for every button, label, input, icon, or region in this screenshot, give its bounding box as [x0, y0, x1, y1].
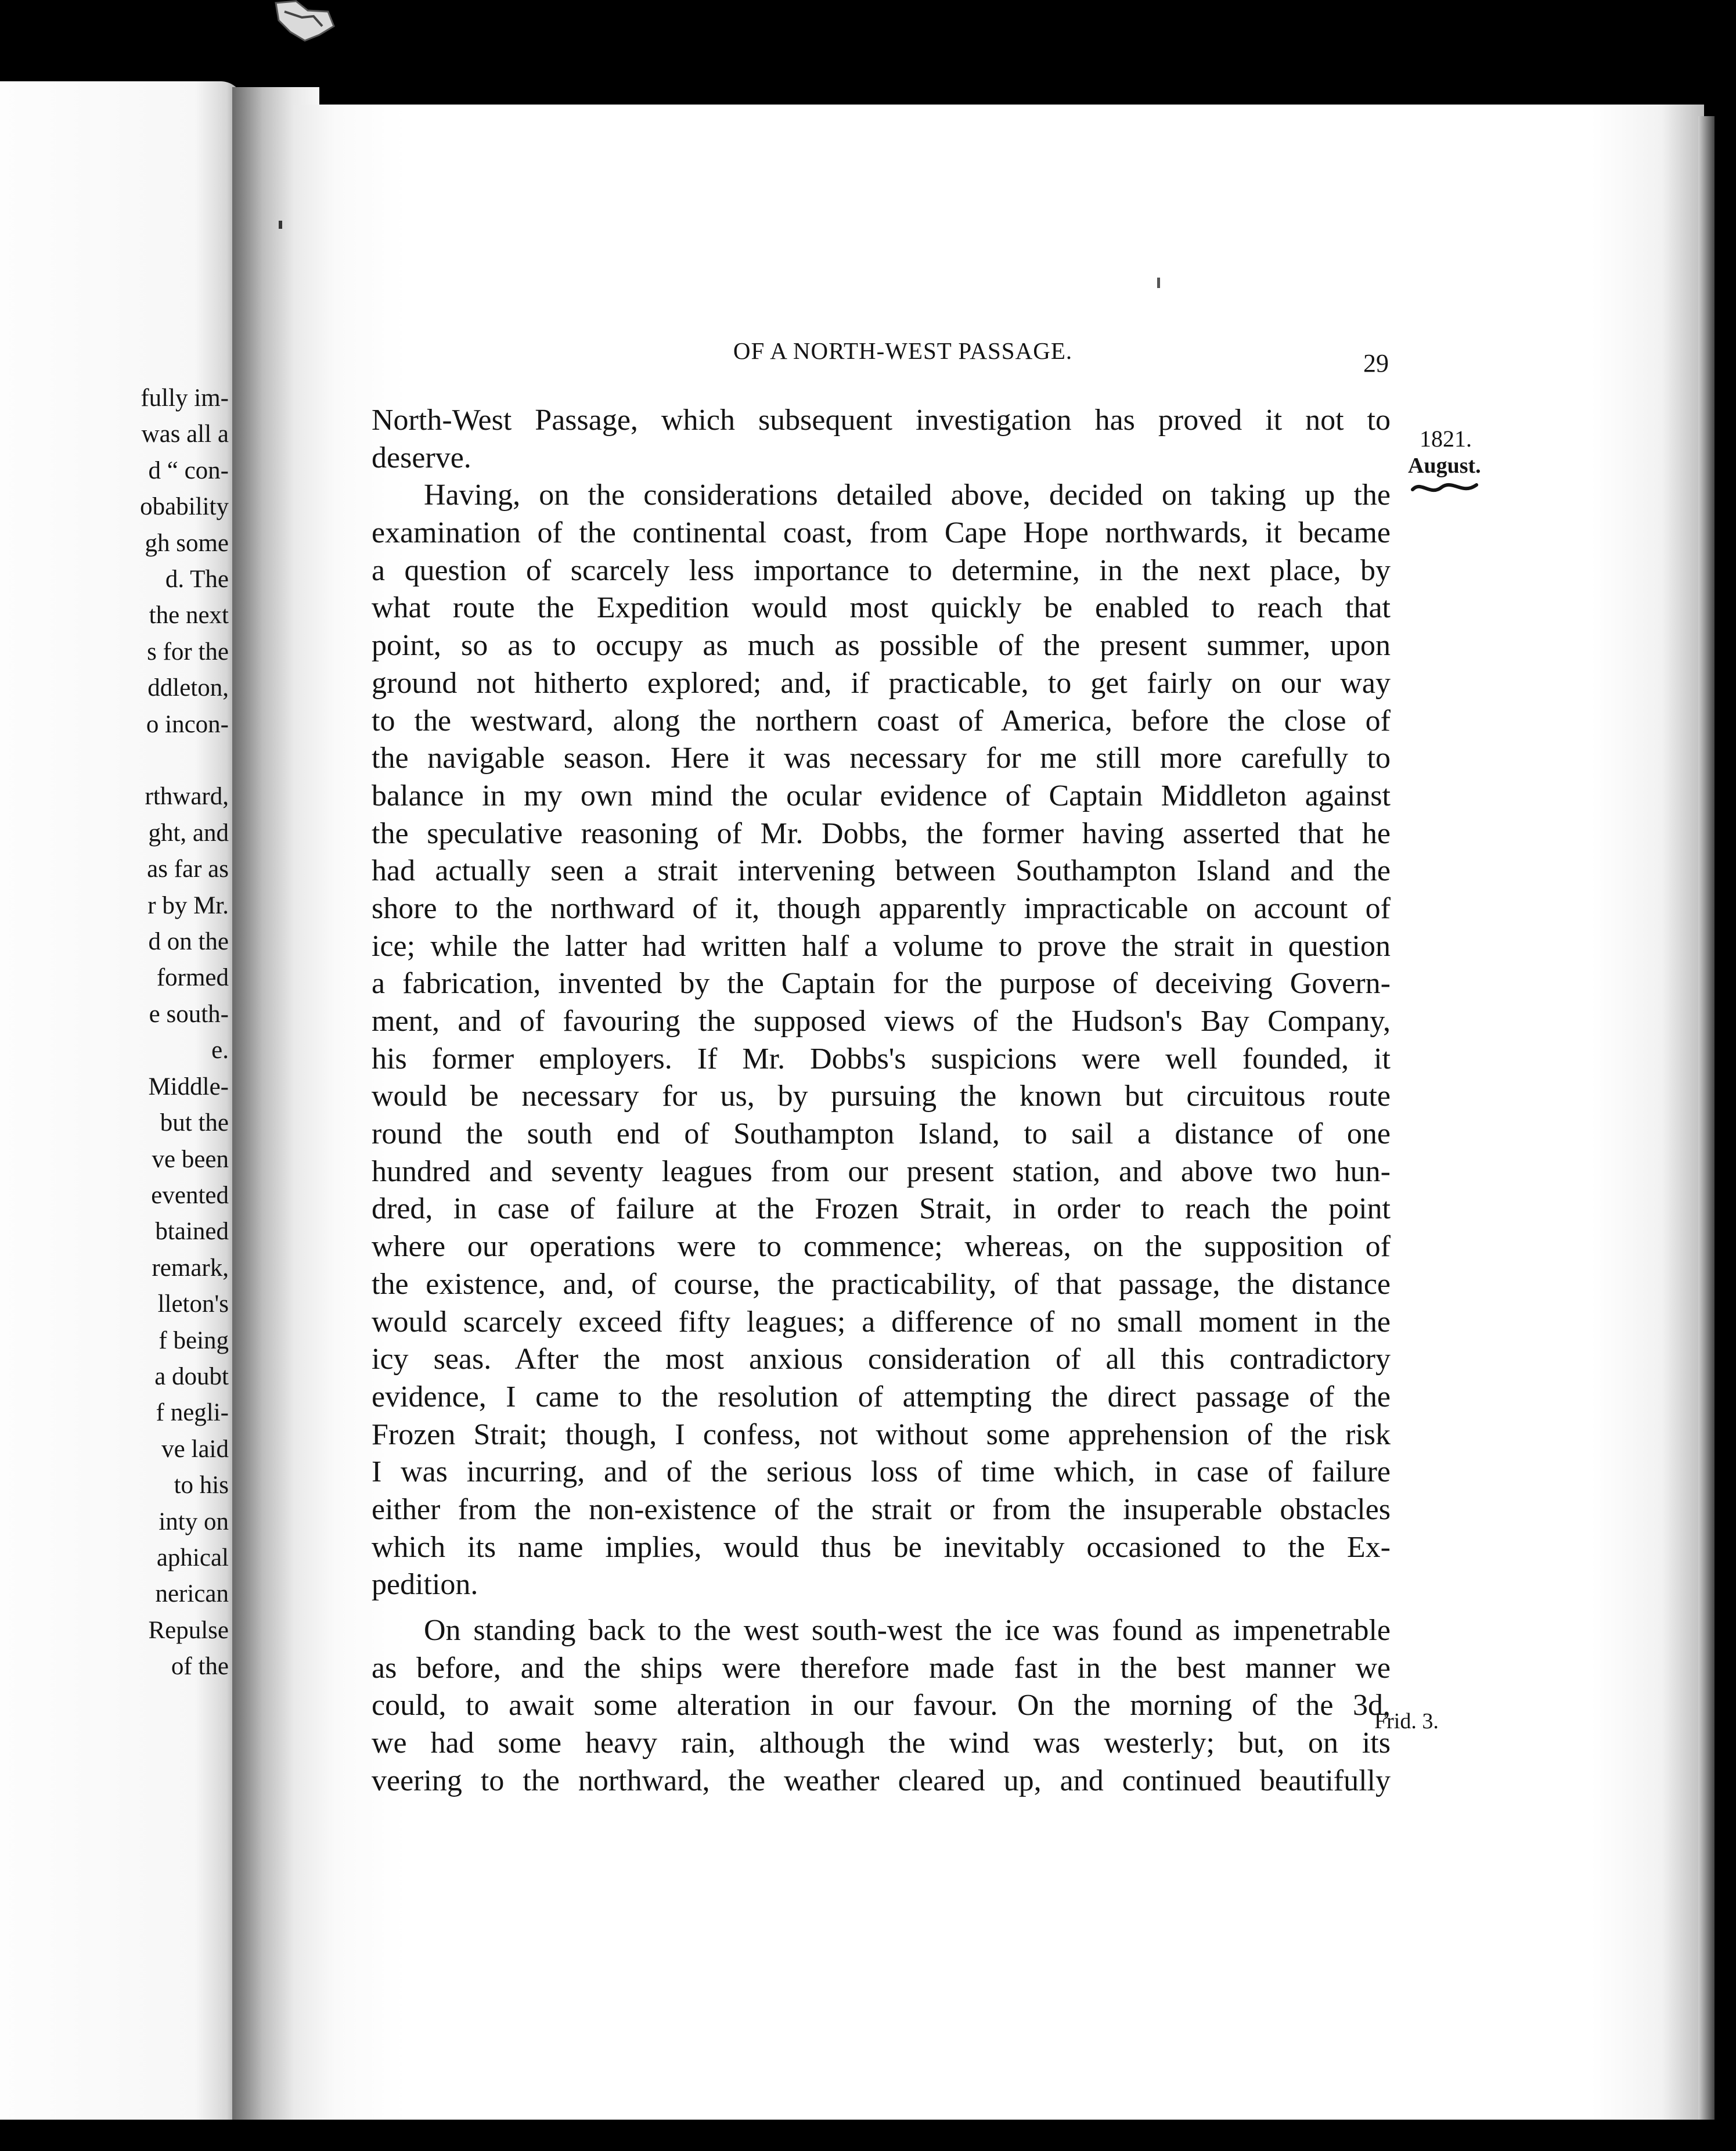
text-line: round the south end of Southampton Island, to sail a distance of one [372, 1117, 1391, 1151]
text-line: shore to the northward of it, though apparently impracticable on account of [372, 891, 1391, 925]
text-line: where our operations were to commence; whereas, on the supposition of [372, 1230, 1391, 1264]
facing-page-line: e south- [149, 1000, 229, 1028]
scan-speck [1157, 278, 1160, 288]
text-line: pedition. [372, 1568, 478, 1602]
facing-page-line: d “ con- [148, 456, 229, 484]
facing-page-line: as far as [147, 855, 229, 883]
facing-page-line: e. [211, 1037, 229, 1064]
facing-page-text [140, 380, 229, 1685]
text-line: dred, in case of failure at the Frozen Strait, in order to reach the point [372, 1192, 1391, 1226]
text-line: Having, on the considerations detailed above, decided on taking up the [424, 479, 1391, 512]
text-line: ground not hitherto explored; and, if practicable, to get fairly on our way [372, 666, 1391, 700]
facing-page-line: of the [171, 1653, 229, 1681]
facing-page-line: rthward, [145, 783, 229, 811]
facing-page-line: a doubt [154, 1362, 229, 1390]
text-line: would be necessary for us, by pursuing the known but circuitous route [372, 1080, 1391, 1113]
facing-page-line: but the [160, 1109, 229, 1137]
facing-page-line: btained [155, 1218, 229, 1246]
text-line: balance in my own mind the ocular evidence of Captain Middleton against [372, 779, 1391, 812]
text-line: the navigable season. Here it was necessary for me still more carefully to [372, 742, 1391, 775]
text-line: examination of the continental coast, from Cape Hope northwards, it became [372, 516, 1391, 550]
text-line: veering to the northward, the weather cleared up, and continued beautifully [372, 1764, 1391, 1797]
text-line: would scarcely exceed fifty leagues; a difference of no small moment in the [372, 1305, 1391, 1339]
facing-page-line: Middle- [148, 1073, 229, 1100]
text-line: I was incurring, and of the serious loss of time which, in case of failure [372, 1455, 1391, 1489]
text-line: the existence, and, of course, the practicability, of that passage, the distance [372, 1267, 1391, 1301]
facing-page-line: s for the [147, 638, 229, 666]
facing-page-line: d on the [148, 928, 229, 956]
facing-page-line: gh some [145, 529, 229, 557]
facing-page-line: o incon- [146, 710, 229, 738]
margin-note-date: Frid. 3. [1374, 1709, 1439, 1733]
scan-speck [279, 221, 282, 229]
facing-page-line: Repulse [148, 1616, 229, 1644]
facing-page-line: d. The [165, 566, 229, 593]
text-line: Frozen Strait; though, I confess, not without some apprehension of the risk [372, 1418, 1391, 1451]
page-edge-shadow [1698, 116, 1715, 2120]
margin-note-year: 1821. [1420, 426, 1472, 452]
page-number: 29 [1363, 349, 1389, 377]
facing-page-line: f negli- [156, 1399, 229, 1427]
text-line: the speculative reasoning of Mr. Dobbs, the former having asserted that he [372, 816, 1391, 850]
running-head: OF A NORTH-WEST PASSAGE. [733, 337, 1073, 364]
text-line: icy seas. After the most anxious consideration of all this contradictory [372, 1343, 1391, 1376]
swash-ornament-icon [1410, 479, 1479, 497]
facing-page-line: evented [151, 1181, 229, 1209]
facing-page-line: aphical [156, 1544, 229, 1571]
facing-left-page [0, 81, 244, 2120]
text-line: ice; while the latter had written half a volume to prove the strait in question [372, 929, 1391, 963]
facing-page-line: f being [159, 1326, 229, 1354]
text-line: On standing back to the west south-west the ice was found as impenetrable [424, 1614, 1391, 1647]
margin-note-month: August. [1408, 454, 1481, 478]
text-line: a fabrication, invented by the Captain for the purpose of deceiving Govern- [372, 967, 1391, 1001]
facing-page-line: ddleton, [147, 674, 229, 702]
body-text [372, 402, 1391, 1800]
facing-page-line: was all a [141, 420, 229, 448]
facing-page-line: ve laid [161, 1435, 229, 1463]
facing-page-line: remark, [152, 1254, 229, 1282]
facing-page-line: inty on [159, 1508, 229, 1535]
facing-page-line: lleton's [157, 1290, 229, 1318]
facing-page-line: to his [174, 1472, 229, 1499]
scan-artifact-mark [273, 0, 337, 44]
text-line: his former employers. If Mr. Dobbs's suspicions were well founded, it [372, 1042, 1391, 1076]
facing-page-line: nerican [155, 1580, 229, 1608]
facing-page-line: formed [156, 964, 229, 992]
facing-page-line: the next [149, 602, 229, 630]
text-line: hundred and seventy leagues from our present station, and above two hun- [372, 1154, 1391, 1188]
facing-page-line: ve been [152, 1145, 229, 1173]
text-line: a question of scarcely less importance to determine, in the next place, by [372, 553, 1391, 587]
text-line: ment, and of favouring the supposed views of the Hudson's Bay Company, [372, 1005, 1391, 1038]
facing-page-line: obability [140, 493, 229, 521]
text-line: North-West Passage, which subsequent investigation has proved it not to [372, 404, 1391, 437]
text-line: had actually seen a strait intervening between Southampton Island and the [372, 854, 1391, 888]
text-line: what route the Expedition would most quickly be enabled to reach that [372, 591, 1391, 625]
text-line: we had some heavy rain, although the wind was westerly; but, on its [372, 1726, 1391, 1760]
text-line: to the westward, along the northern coast of America, before the close of [372, 704, 1391, 738]
text-line: as before, and the ships were therefore made fast in the best manner we [372, 1651, 1391, 1685]
text-line: either from the non-existence of the strait or from the insuperable obstacles [372, 1492, 1391, 1526]
facing-page-line: fully im- [141, 384, 229, 412]
facing-page-line: ght, and [148, 819, 229, 847]
facing-page-line [140, 743, 229, 779]
facing-page-line: r by Mr. [147, 891, 229, 919]
text-line: deserve. [372, 441, 471, 474]
text-line: evidence, I came to the resolution of attempting the direct passage of the [372, 1380, 1391, 1413]
text-line: could, to await some alteration in our favour. On the morning of the 3d, [372, 1689, 1391, 1722]
text-line: which its name implies, would thus be inevitably occasioned to the Ex- [372, 1530, 1391, 1564]
text-line: point, so as to occupy as much as possible of the present summer, upon [372, 629, 1391, 663]
